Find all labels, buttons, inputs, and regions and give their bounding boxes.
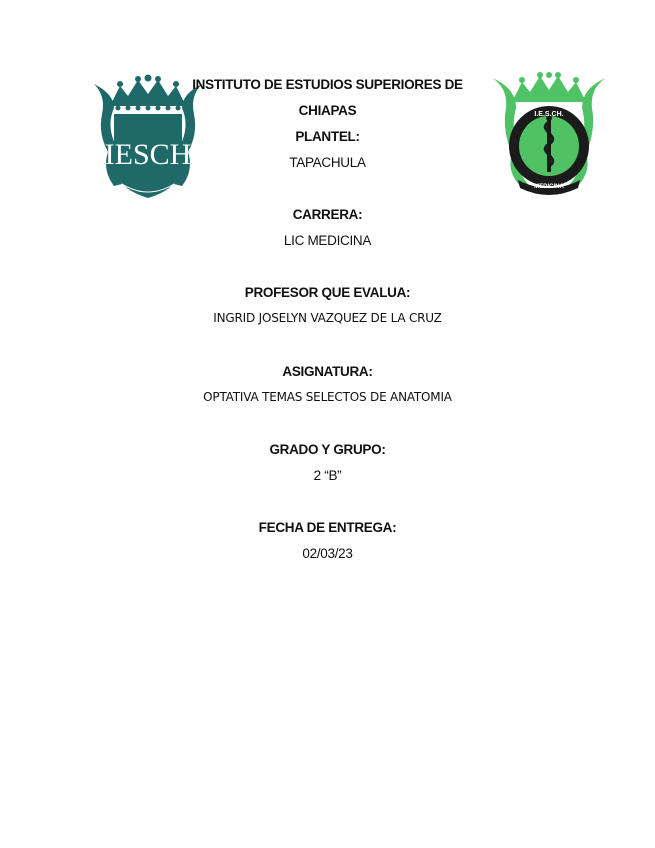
institute-name-line2: CHIAPAS <box>298 103 357 118</box>
date-label: FECHA DE ENTREGA: <box>258 520 397 535</box>
career-value: LIC MEDICINA <box>283 233 372 248</box>
group-value: 2 “B” <box>313 468 342 483</box>
logo-left-text: IESCH <box>104 138 192 171</box>
date-value: 02/03/23 <box>302 546 353 561</box>
campus-label: PLANTEL: <box>295 129 360 144</box>
professor-label: PROFESOR QUE EVALUA: <box>244 285 411 300</box>
career-label: CARRERA: <box>292 207 363 222</box>
institute-name-line1: INSTITUTO DE ESTUDIOS SUPERIORES DE <box>192 77 463 92</box>
professor-value: INGRID JOSELYN VAZQUEZ DE LA CRUZ <box>213 311 442 325</box>
logo-right-top-text: I.E.S.CH. <box>534 111 564 118</box>
subject-value: OPTATIVA TEMAS SELECTOS DE ANATOMIA <box>203 390 452 404</box>
subject-label: ASIGNATURA: <box>282 364 373 379</box>
campus-value: TAPACHULA <box>289 155 366 170</box>
logo-right-bottom-text: MEDICINA <box>534 184 564 190</box>
group-label: GRADO Y GRUPO: <box>269 442 386 457</box>
